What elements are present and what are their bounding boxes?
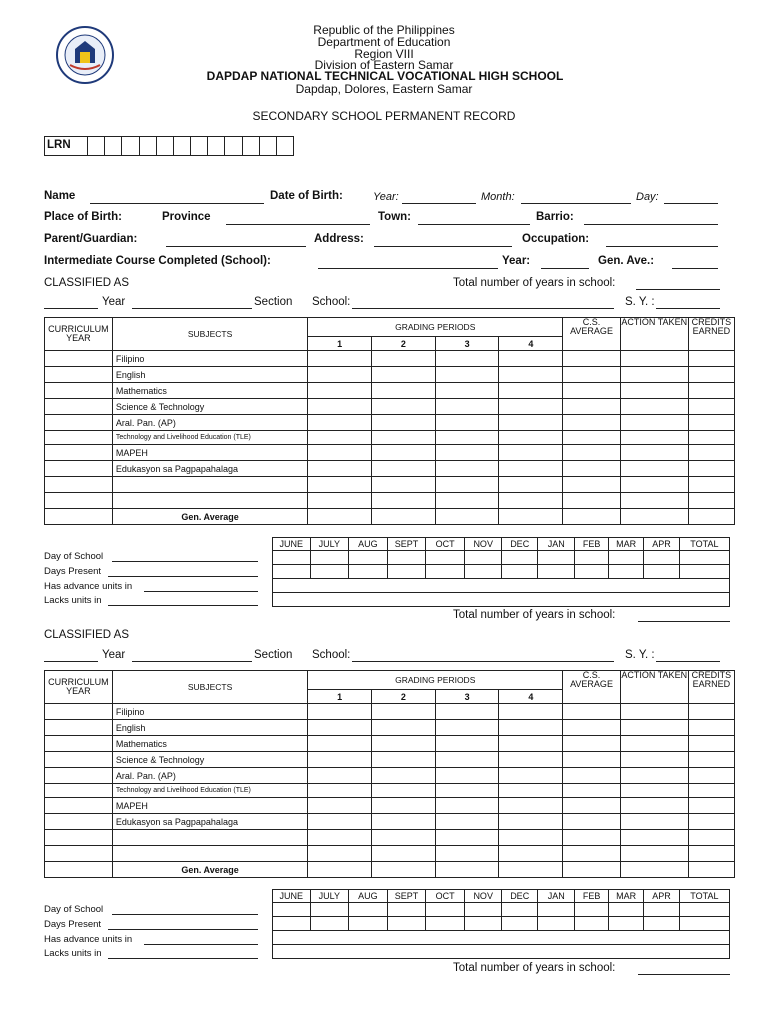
total-years-label-3: Total number of years in school: — [453, 962, 616, 974]
gen-average-row — [45, 509, 735, 525]
month-jan: JAN — [537, 890, 575, 903]
month-feb: FEB — [575, 890, 608, 903]
year-label-2: Year — [102, 649, 126, 661]
barrio-field[interactable] — [584, 224, 718, 225]
lrn-label: LRN — [45, 137, 88, 155]
subjects-header: SUBJECTS — [112, 318, 307, 351]
month-apr: APR — [644, 890, 679, 903]
table-row — [45, 798, 735, 814]
subject-label — [112, 477, 307, 493]
total-years-label: Total number of years in school: — [453, 277, 616, 289]
school-field[interactable] — [352, 308, 614, 309]
period-1: 1 — [308, 337, 372, 351]
advance-units-row[interactable] — [273, 931, 730, 945]
table-row — [45, 752, 735, 768]
days-present-label: Days Present — [44, 566, 102, 577]
table-row — [45, 415, 735, 431]
subject-label: Science & Technology — [112, 399, 307, 415]
action-taken-header: ACTION TAKEN — [620, 671, 688, 704]
month-apr: APR — [644, 538, 679, 551]
parent-field[interactable] — [166, 246, 306, 247]
header-region: Region VIII — [354, 47, 414, 61]
table-row — [273, 551, 730, 565]
occupation-field[interactable] — [606, 246, 718, 247]
month-july: JULY — [310, 890, 349, 903]
gen-average-label: Gen. Average — [112, 509, 307, 525]
header-division: Division of Eastern Samar — [314, 58, 454, 72]
has-advance-label-2: Has advance units in — [44, 934, 133, 945]
month-dec: DEC — [502, 890, 537, 903]
month-feb: FEB — [575, 538, 608, 551]
intermediate-year-label: Year: — [502, 255, 531, 267]
school-address: Dapdap, Dolores, Eastern Samar — [295, 82, 473, 96]
address-label: Address: — [314, 233, 364, 245]
school-label-2: School: — [312, 649, 351, 661]
lacks-units-label-2: Lacks units in — [44, 948, 102, 959]
month-aug: AUG — [349, 538, 388, 551]
day-of-school-field[interactable] — [112, 561, 258, 562]
table-row — [273, 565, 730, 579]
table-row — [45, 784, 735, 798]
period-3: 3 — [435, 690, 499, 704]
table-row — [45, 383, 735, 399]
month-oct: OCT — [426, 890, 465, 903]
section-field[interactable] — [132, 308, 252, 309]
table-row — [273, 903, 730, 917]
table-row — [45, 814, 735, 830]
subject-label: MAPEH — [112, 798, 307, 814]
sy-label-2: S. Y. : — [625, 649, 655, 661]
lacks-units-row[interactable] — [273, 593, 730, 607]
subject-label: MAPEH — [112, 445, 307, 461]
month-july: JULY — [310, 538, 349, 551]
intermediate-year-field[interactable] — [541, 268, 589, 269]
occupation-label: Occupation: — [522, 233, 590, 245]
period-1: 1 — [308, 690, 372, 704]
subjects-header: SUBJECTS — [112, 671, 307, 704]
period-3: 3 — [435, 337, 499, 351]
lacks-units-field-2[interactable] — [108, 958, 258, 959]
subject-label: Technology and Livelihood Education (TLE) — [112, 431, 307, 445]
year-label: Year — [102, 296, 126, 308]
cs-average-header: C.S. AVERAGE — [563, 318, 621, 351]
month-dec: DEC — [502, 538, 537, 551]
period-2: 2 — [371, 337, 435, 351]
month-june: JUNE — [273, 890, 311, 903]
dob-day-label: Day: — [636, 191, 659, 203]
table-row — [45, 846, 735, 862]
month-total: TOTAL — [679, 890, 729, 903]
table-row — [45, 493, 735, 509]
month-mar: MAR — [608, 538, 643, 551]
curriculum-year-header: CURRICULUM YEAR — [45, 318, 113, 351]
month-oct: OCT — [426, 538, 465, 551]
subject-label: Edukasyon sa Pagpapahalaga — [112, 814, 307, 830]
total-years-label-2: Total number of years in school: — [453, 609, 616, 621]
year-field[interactable] — [44, 308, 98, 309]
pob-label: Place of Birth: — [44, 211, 122, 223]
month-nov: NOV — [464, 538, 502, 551]
days-present-label-2: Days Present — [44, 919, 102, 930]
month-total: TOTAL — [679, 538, 729, 551]
period-4: 4 — [499, 690, 563, 704]
province-field[interactable] — [226, 224, 370, 225]
section-label: Section — [254, 296, 293, 308]
lrn-field[interactable] — [44, 136, 294, 156]
days-present-field[interactable] — [108, 576, 258, 577]
subject-label: English — [112, 720, 307, 736]
table-row — [45, 720, 735, 736]
grading-periods-header: GRADING PERIODS — [308, 671, 563, 690]
header-republic: Republic of the Philippines — [313, 23, 455, 37]
school-field-2[interactable] — [352, 661, 614, 662]
table-row — [45, 351, 735, 367]
sy-label: S. Y. : — [625, 296, 655, 308]
month-aug: AUG — [349, 890, 388, 903]
section-field-2[interactable] — [132, 661, 252, 662]
attendance-table — [272, 537, 730, 607]
table-row — [45, 445, 735, 461]
grades-table-2 — [44, 670, 735, 878]
sy-field-2[interactable] — [656, 661, 720, 662]
intermediate-label: Intermediate Course Completed (School): — [44, 255, 271, 267]
section-label-2: Section — [254, 649, 293, 661]
dob-label: Date of Birth: — [270, 190, 343, 202]
subject-label — [112, 830, 307, 846]
days-present-field-2[interactable] — [108, 929, 258, 930]
table-row — [45, 768, 735, 784]
period-4: 4 — [499, 337, 563, 351]
total-years-field-2[interactable] — [638, 621, 730, 622]
has-advance-label: Has advance units in — [44, 581, 133, 592]
day-of-school-label: Day of School — [44, 551, 104, 562]
subject-label: Mathematics — [112, 736, 307, 752]
dob-day-field[interactable] — [664, 203, 718, 204]
month-jan: JAN — [537, 538, 575, 551]
school-label: School: — [312, 296, 351, 308]
month-nov: NOV — [464, 890, 502, 903]
lacks-units-field[interactable] — [108, 605, 258, 606]
has-advance-field-2[interactable] — [144, 944, 258, 945]
table-row — [45, 477, 735, 493]
classified-as-label-2: CLASSIFIED AS — [44, 629, 130, 641]
credits-earned-header: CREDITS EARNED — [688, 671, 734, 704]
lacks-units-row[interactable] — [273, 945, 730, 959]
year-field-2[interactable] — [44, 661, 98, 662]
lacks-units-label: Lacks units in — [44, 595, 102, 606]
subject-label: English — [112, 367, 307, 383]
subject-label: Aral. Pan. (AP) — [112, 768, 307, 784]
intermediate-field[interactable] — [318, 268, 498, 269]
credits-earned-header: CREDITS EARNED — [688, 318, 734, 351]
subject-label: Technology and Livelihood Education (TLE) — [112, 784, 307, 798]
subject-label: Mathematics — [112, 383, 307, 399]
table-row — [45, 704, 735, 720]
table-row — [45, 399, 735, 415]
parent-label: Parent/Guardian: — [44, 233, 138, 245]
table-row — [45, 736, 735, 752]
school-name: DAPDAP NATIONAL TECHNICAL VOCATIONAL HIGH SCHOOL — [206, 69, 564, 83]
dob-month-label: Month: — [481, 191, 515, 203]
attendance-table-2 — [272, 889, 730, 959]
month-june: JUNE — [273, 538, 311, 551]
subject-label: Science & Technology — [112, 752, 307, 768]
day-of-school-label-2: Day of School — [44, 904, 104, 915]
subject-label: Filipino — [112, 704, 307, 720]
header-department: Department of Education — [317, 35, 451, 49]
grading-periods-header: GRADING PERIODS — [308, 318, 563, 337]
advance-units-row[interactable] — [273, 579, 730, 593]
period-2: 2 — [371, 690, 435, 704]
day-of-school-field-2[interactable] — [112, 914, 258, 915]
address-field[interactable] — [374, 246, 512, 247]
gen-average-label: Gen. Average — [112, 862, 307, 878]
dob-year-field[interactable] — [402, 203, 476, 204]
action-taken-header: ACTION TAKEN — [620, 318, 688, 351]
gen-ave-field[interactable] — [672, 268, 718, 269]
table-row — [273, 917, 730, 931]
total-years-field[interactable] — [636, 289, 720, 290]
lrn-digit-boxes[interactable] — [88, 137, 293, 155]
cs-average-header: C.S. AVERAGE — [563, 671, 621, 704]
subject-label — [112, 846, 307, 862]
gen-ave-label: Gen. Ave.: — [598, 255, 655, 267]
subject-label: Filipino — [112, 351, 307, 367]
subject-label: Aral. Pan. (AP) — [112, 415, 307, 431]
month-sept: SEPT — [387, 538, 426, 551]
sy-field[interactable] — [656, 308, 720, 309]
town-label: Town: — [378, 211, 411, 223]
grades-table — [44, 317, 735, 525]
table-row — [45, 461, 735, 477]
table-row — [45, 830, 735, 846]
town-field[interactable] — [418, 224, 530, 225]
dob-month-field[interactable] — [521, 203, 631, 204]
name-field[interactable] — [90, 203, 264, 204]
name-label: Name — [44, 190, 76, 202]
gen-average-row — [45, 862, 735, 878]
dob-year-label: Year: — [373, 191, 399, 203]
province-label: Province — [162, 211, 211, 223]
has-advance-field[interactable] — [144, 591, 258, 592]
curriculum-year-header: CURRICULUM YEAR — [45, 671, 113, 704]
month-sept: SEPT — [387, 890, 426, 903]
month-mar: MAR — [608, 890, 643, 903]
total-years-field-3[interactable] — [638, 974, 730, 975]
subject-label: Edukasyon sa Pagpapahalaga — [112, 461, 307, 477]
subject-label — [112, 493, 307, 509]
record-title: SECONDARY SCHOOL PERMANENT RECORD — [252, 109, 516, 123]
table-row — [45, 431, 735, 445]
classified-as-label: CLASSIFIED AS — [44, 277, 130, 289]
barrio-label: Barrio: — [536, 211, 574, 223]
deped-seal-logo — [42, 25, 128, 85]
table-row — [45, 367, 735, 383]
